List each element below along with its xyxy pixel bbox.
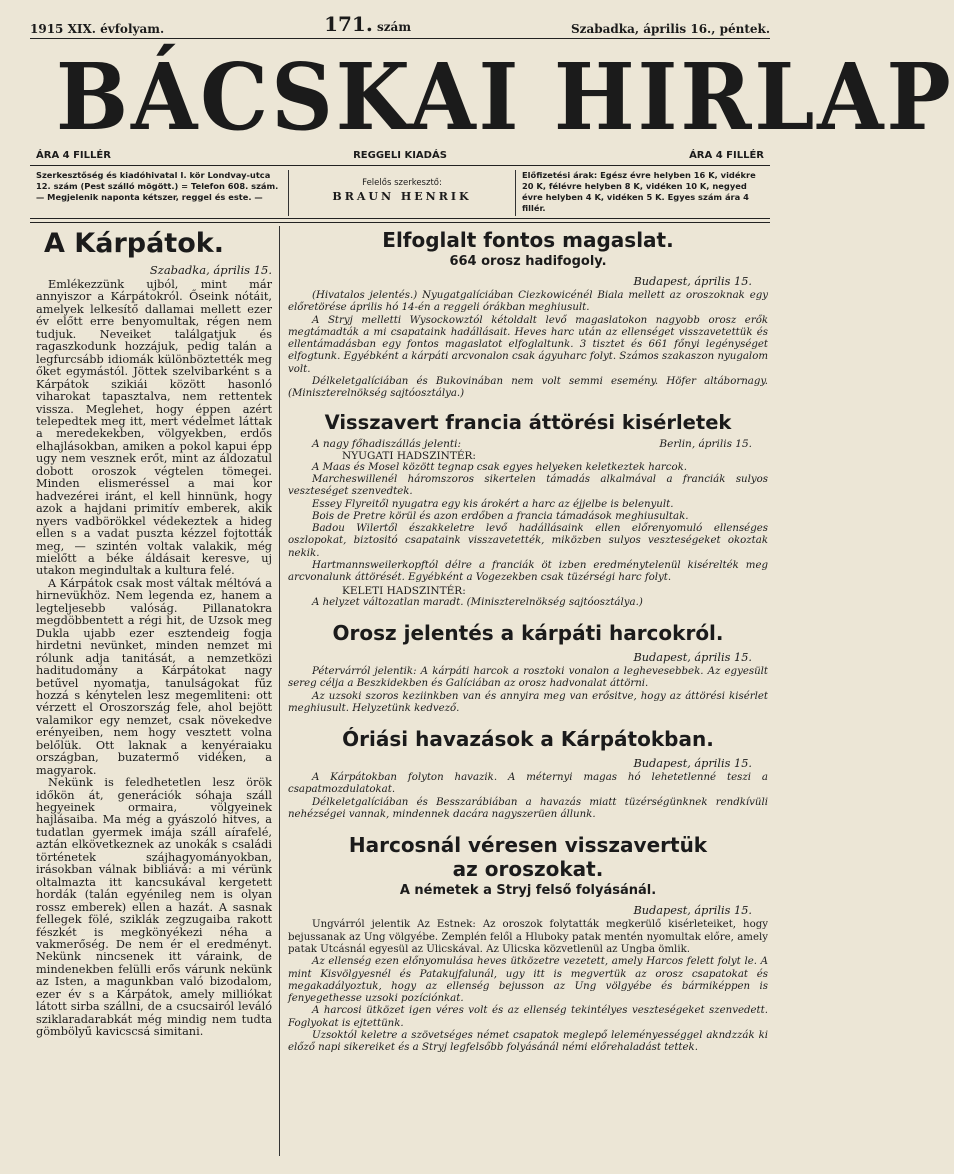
info-rule bbox=[30, 218, 770, 219]
sub-rule bbox=[30, 165, 770, 166]
right-column bbox=[288, 228, 768, 1055]
article-1-dateline: Budapest, április 15. bbox=[633, 275, 752, 288]
article-4-dateline: Budapest, április 15. bbox=[633, 757, 752, 771]
article-2-west-heading: NYUGATI HADSZINTÉR: bbox=[342, 449, 476, 462]
article-2-source-row bbox=[288, 438, 768, 450]
article-1-paragraph: (Hivatalos jelentés.) Nyugatgalíciában Ciezkowicénél Biala mellett az oroszoknak egy előretörése április hó 14-én a reggeli órákban meghiusult. bbox=[288, 290, 768, 314]
office-info: Szerkesztőség és kiadóhivatal I. kör Londvay-utca 12. szám (Pest szálló mögött.) = Telefon 608. szám. — Megjelenik naponta kétszer, reggel és este. — bbox=[30, 170, 289, 216]
article-1-title: Elfoglalt fontos magaslat. bbox=[382, 228, 674, 252]
article-2-source: A nagy főhadiszállás jelenti: bbox=[312, 437, 462, 450]
article-2-paragraph: Badou Wilertől északkeletre levő hadállásaink ellen előrenyomuló ellenséges oszlopokat, biztositó csapataink visszavetették, miközben sulyos veszteségeket okoztak nekik. bbox=[288, 523, 768, 559]
editor-label: Felelős szerkesztő: bbox=[362, 178, 442, 188]
left-article-body bbox=[36, 279, 272, 1039]
article-4-paragraph: Délkeletgalíciában és Besszarábiában a havazás miatt tüzérségünknek rendkívüli nehézségei vannak, mindennek dacára nagyszerüen állunk. bbox=[288, 796, 768, 821]
info-rule-2 bbox=[30, 222, 770, 223]
article-1-subtitle: 664 orosz hadifogoly. bbox=[449, 254, 607, 269]
article-2-paragraph: A helyzet változatlan maradt. (Miniszterelnökség sajtóosztálya.) bbox=[312, 596, 643, 608]
year-volume: 1915 XIX. évfolyam. bbox=[30, 22, 165, 36]
article-5-title-line-2: az oroszokat. bbox=[452, 857, 604, 882]
article-2-paragraph: Hartmannsweilerkopftól délre a franciák öt izben eredménytelenül kisérelték meg arcvonalunk áttörését. Egyébként a Vogezekben csak tüzérségi harc folyt. bbox=[288, 560, 768, 584]
issue-number-block bbox=[324, 12, 411, 36]
article-5-paragraph: Uzsoktól keletre a szövetséges német csapatok meglepő leleményességgel akndzzák ki előző napi sikereiket és a Stryj legfelsőbb folyásánál némi előrehaladást tettek. bbox=[288, 1029, 768, 1054]
article-5-subtitle: A németek a Stryj felső folyásánál. bbox=[399, 883, 657, 899]
subscription-info: Előfizetési árak: Egész évre helyben 16 K, vidékre 20 K, félévre helyben 8 K, vidéken 10 K, negyed évre helyben 4 K, vidéken 5 K. Egyes szám ára 4 fillér. bbox=[522, 170, 756, 213]
article-4-paragraph: A Kárpátokban folyton havazik. A méternyi magas hó lehetetlenné teszi a csapatmozdulatokat. bbox=[288, 772, 768, 796]
left-article-title: A Kárpátok. bbox=[44, 228, 224, 259]
article-2-paragraph: Bois de Pretre körül és azon erdőben a francia támadások meghiusultak. bbox=[312, 510, 689, 522]
left-paragraph: A Kárpátok csak most váltak méltóvá a hirnevükhöz. Nem legenda ez, hanem a legteljesebb valóság. Pillanatokra megdöbbentett a régi hit, de Uzsok meg Dukla ujabb ezer esztendeig fogja hirdetni nevünket, minden nemzet mi rólunk adja tanitását, a nemzetközi haditudomány a Kárpátokat nagy betűvel nyomatja, tanulságokat fűz hozzá s kénytelen lesz megemliteni: ott vérzett el Oroszország fele, ahol bejött valamikor egy nemzet, csak növekedve erényeiben, nem hogy vesztett volna belőlük. Ott laknak a kenyéraiaku országban, buzatermő vidéken, a magyarok. bbox=[36, 576, 272, 777]
article-5-body-roman bbox=[288, 919, 768, 956]
article-1-body bbox=[288, 290, 768, 401]
top-strip bbox=[30, 14, 770, 36]
article-2 bbox=[288, 411, 768, 609]
article-3-dateline: Budapest, április 15. bbox=[633, 650, 752, 664]
article-2-title: Visszavert francia áttörési kisérletek bbox=[324, 410, 732, 434]
article-1-paragraph: A Stryj melletti Wysockowztól kétoldalt levő magaslatokon nagyobb orosz erők megtámadták a mi csapataink hadállásait. Heves harc után az ellenséget visszavetettük és ellentámadásban egy fontos magaslatot elfoglaltunk. 3 tisztet és 661 főnyi legénységet elfogtunk. Egyébként a kárpáti arcvonalon csak ágyuharc folyt. Számos szakaszon nyugalom volt. bbox=[288, 314, 768, 375]
sub-bar bbox=[36, 150, 764, 164]
article-5-body-italic bbox=[288, 956, 768, 1054]
article-5-title-line-1: Harcosnál véresen visszavertük bbox=[348, 833, 708, 858]
article-5-dateline: Budapest, április 15. bbox=[633, 904, 752, 918]
article-5-paragraph: A harcosi ütközet igen véres volt és az ellenség tekintélyes veszteségeket szenvedett. Foglyokat is ejtettünk. bbox=[288, 1005, 768, 1029]
article-2-paragraph: Essey Flyreitől nyugatra egy kis árokért a harc az éjjelbe is belenyult. bbox=[312, 498, 674, 510]
article-3-title: Orosz jelentés a kárpáti harcokról. bbox=[332, 620, 724, 645]
article-5-paragraph: Az ellenség ezen előnyomulása heves ütközetre vezetett, amely Harcos felett folyt le. A mint Kisvölgyesnél és Patakujfalunál, ugy itt is megvertük az orosz csapatokat és megakadályoztuk, hogy az ellenség bejusson az Ung völgyébe és bármiképpen is fenyegethesse uzsoki pozíciónkat. bbox=[288, 956, 768, 1005]
article-1 bbox=[288, 228, 768, 401]
article-4 bbox=[288, 727, 768, 821]
article-4-title: Óriási havazások a Kárpátokban. bbox=[342, 727, 714, 752]
edition: REGGELI KIADÁS bbox=[353, 150, 447, 161]
issue-label: szám bbox=[376, 20, 412, 34]
price-left: ÁRA 4 FILLÉR bbox=[36, 150, 111, 161]
date-line: Szabadka, április 16., péntek. bbox=[570, 22, 770, 36]
article-2-east-body bbox=[288, 597, 768, 609]
left-column bbox=[36, 228, 272, 1039]
article-1-paragraph: Délkeletgalíciában és Bukovinában nem volt semmi esemény. Höfer altábornagy. (Miniszterelnökség sajtóosztálya.) bbox=[288, 376, 768, 400]
article-2-west-body bbox=[288, 462, 768, 585]
left-paragraph: Emlékezzünk ujból, mint már annyiszor a Kárpátokról. Őseink nótáit, amelyek lelkesítő dallamai mellett ezer év előtt erre benyomultak, régen nem tudjuk. Neveiket találgatjuk és ragaszkodunk hozzájuk, pedig talán a legfurcsább idiomák különböztették meg őket egymástól. Jöttek szelvibarként s a Kárpátok szikiái között hasonló viharokat tapasztalva, nem rettentek vissza. Meglehet, hogy éppen azért telepedtek meg itt, mert védelmet láttak a meredekekben, völgyekben, erdős elhajlásokban, amiken a pokol kapui épp ugy nem vesznek erőt, mint az áldozatul dobott oroszok végtelen tömegei. Minden elismeréssel a mai kor hadvezérei iránt, el kell hinnünk, hogy azok a hajdani primitív emberek, akik nyers vadbörökkel védekeztek a hideg ellen s a vadat puszta kézzel fojtották meg, — szintén voltak valakik, még mielőtt a béke áldásait keresve, uj utakon megindultak a kultura felé. bbox=[36, 278, 272, 578]
issue-number: 171. bbox=[324, 12, 373, 36]
masthead-title: BÁCSKAI HIRLAP bbox=[55, 43, 954, 151]
article-3-body bbox=[288, 666, 768, 715]
article-3 bbox=[288, 621, 768, 715]
editor-name: BRAUN HENRIK bbox=[332, 190, 472, 203]
left-paragraph: Nekünk is feledhetetlen lesz örök időkön át, generációk sóhaja száll hegyeinek ormaira, völgyeinek hajlásaiba. Ma még a gyászoló hitves, a tudatlan gyermek imája száll aírafelé, aztán elkövetkeznek az unokák s családi történetek szájhagyományokban, irásokban válnak bibliává: a mi vérünk oltalmazta itt kancsukával kergetett hordák (talán egyénileg nem is olyan rossz emberek) ellen a hazát. A sasnak fellegek fölé, sziklák zegzugaiba rakott fészkét is megkönyékezi néha a vakmerőség. De nem ér el eredményt. Nekünk nincsenek itt váraink, de mindenekben felülli erős várunk nekünk az Isten, a magunkban való bizodalom, ezer év s a Kárpátok, amely milliókat látott sirba szállni, de a csucsairól leváló sziklaradarabkát még mindig nem tudta gömbölyű kavicscsá simitani. bbox=[36, 776, 272, 1039]
info-bar bbox=[30, 170, 770, 216]
article-5-paragraph: Ungvárról jelentik Az Estnek: Az oroszok folytatták megkerülő kisérleteiket, hogy bejussanak az Ung völgyébe. Zemplén felől a Hluboky patak mentén nyomultak előre, amely patak Utcásnál egyesül az Ulicskával. Az Ulicska közvetlenül az Ungba ömlik. bbox=[288, 919, 768, 955]
article-2-dateline: Berlin, április 15. bbox=[659, 437, 752, 450]
article-5 bbox=[288, 833, 768, 1054]
editor-block bbox=[289, 170, 516, 216]
left-article-dateline: Szabadka, április 15. bbox=[149, 263, 272, 277]
article-2-paragraph: Marcheswillenél háromszoros sikertelen támadás alkalmával a franciák sulyos veszteséget szenvedtek. bbox=[288, 473, 768, 498]
price-right: ÁRA 4 FILLÉR bbox=[689, 150, 764, 161]
article-3-paragraph: Pétervárról jelentik: A kárpáti harcok a rosztoki vonalon a leghevesebbek. Az egyesült sereg célja a Beszkidekben és Galíciában az orosz hadvonalat áttörni. bbox=[288, 665, 768, 690]
column-divider bbox=[279, 226, 280, 1156]
article-3-paragraph: Az uzsoki szoros keziinkben van és annyira meg van erősitve, hogy az áttörési kisérlet meghiusult. Helyzetünk kedvező. bbox=[288, 690, 768, 714]
article-2-east-heading: KELETI HADSZINTÉR: bbox=[342, 584, 466, 597]
article-2-paragraph: A Maas és Mosel között tegnap csak egyes helyeken keletkeztek harcok. bbox=[312, 461, 688, 473]
article-4-body bbox=[288, 772, 768, 821]
